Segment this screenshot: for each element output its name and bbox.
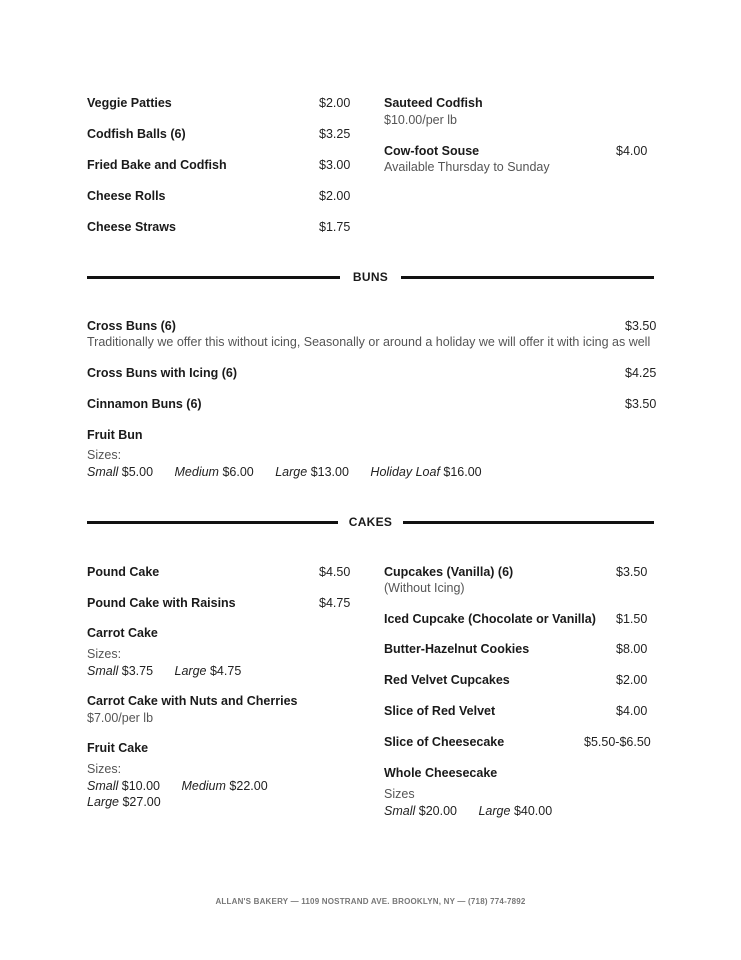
item-price: $4.75	[319, 596, 351, 610]
size-list	[384, 804, 570, 818]
item-name: Cupcakes (Vanilla) (6)	[384, 565, 514, 579]
item-name: Codfish Balls (6)	[87, 127, 186, 141]
sizes-label: Sizes	[384, 787, 415, 801]
size-option: Small $20.00	[384, 804, 457, 818]
item-price: $4.25	[625, 366, 657, 380]
size-list	[87, 779, 286, 793]
divider-rule	[401, 276, 654, 279]
size-list	[87, 664, 259, 678]
size-option: Small $10.00	[87, 779, 160, 793]
section-divider-buns	[87, 270, 654, 284]
size-option: Large $27.00	[87, 795, 161, 809]
size-option: Large $4.75	[174, 664, 242, 678]
size-list	[87, 795, 179, 809]
item-name: Veggie Patties	[87, 96, 172, 110]
item-name: Slice of Red Velvet	[384, 704, 496, 718]
item-price: $2.00	[616, 673, 648, 687]
size-option: Small $5.00	[87, 465, 154, 479]
item-price: $2.00	[319, 96, 351, 110]
item-note: $10.00/per lb	[384, 113, 457, 127]
item-note: Available Thursday to Sunday	[384, 160, 550, 174]
item-name: Fruit Cake	[87, 741, 149, 755]
section-title: CAKES	[348, 515, 393, 529]
item-price: $3.50	[625, 397, 657, 411]
size-list	[87, 465, 500, 479]
item-name: Iced Cupcake (Chocolate or Vanilla)	[384, 612, 596, 626]
item-price: $4.00	[616, 144, 648, 158]
item-price: $3.25	[319, 127, 351, 141]
item-name: Cheese Rolls	[87, 189, 166, 203]
item-name: Cross Buns (6)	[87, 319, 176, 333]
item-name: Slice of Cheesecake	[384, 735, 505, 749]
item-name: Cow-foot Souse	[384, 144, 480, 158]
item-note: $7.00/per lb	[87, 711, 154, 725]
item-price: $4.00	[616, 704, 648, 718]
size-option: Large $13.00	[275, 465, 349, 479]
item-price: $3.50	[625, 319, 657, 333]
section-title: BUNS	[352, 270, 389, 284]
item-name: Cinnamon Buns (6)	[87, 397, 202, 411]
item-name: Carrot Cake with Nuts and Cherries	[87, 694, 298, 708]
item-name: Carrot Cake	[87, 626, 158, 640]
item-price: $4.50	[319, 565, 351, 579]
sizes-label: Sizes:	[87, 762, 122, 776]
size-option: Small $3.75	[87, 664, 154, 678]
item-price: $1.75	[319, 220, 351, 234]
item-price: $8.00	[616, 642, 648, 656]
item-name: Sauteed Codfish	[384, 96, 483, 110]
divider-rule	[403, 521, 654, 524]
sizes-label: Sizes:	[87, 448, 122, 462]
item-price: $3.00	[319, 158, 351, 172]
item-name: Pound Cake	[87, 565, 160, 579]
item-note: Traditionally we offer this without icing, Seasonally or around a holiday we will offer it with icing as well	[87, 335, 651, 349]
item-price: $1.50	[616, 612, 648, 626]
size-option: Holiday Loaf $16.00	[370, 465, 482, 479]
item-name: Cheese Straws	[87, 220, 176, 234]
item-name: Cross Buns with Icing (6)	[87, 366, 238, 380]
item-name: Pound Cake with Raisins	[87, 596, 236, 610]
item-note: (Without Icing)	[384, 581, 465, 595]
item-price: $2.00	[319, 189, 351, 203]
size-option: Medium $22.00	[181, 779, 268, 793]
item-price: $5.50-$6.50	[584, 735, 651, 749]
item-name: Fruit Bun	[87, 428, 143, 442]
item-name: Butter-Hazelnut Cookies	[384, 642, 530, 656]
footer-address: ALLAN'S BAKERY — 1109 NOSTRAND AVE. BROOKLYN, NY — (718) 774-7892	[215, 897, 526, 906]
size-option: Medium $6.00	[174, 465, 254, 479]
section-divider-cakes	[87, 515, 654, 529]
size-option: Large $40.00	[478, 804, 553, 818]
item-name: Whole Cheesecake	[384, 766, 498, 780]
sizes-label: Sizes:	[87, 647, 122, 661]
item-name: Red Velvet Cupcakes	[384, 673, 510, 687]
item-price: $3.50	[616, 565, 648, 579]
item-name: Fried Bake and Codfish	[87, 158, 227, 172]
